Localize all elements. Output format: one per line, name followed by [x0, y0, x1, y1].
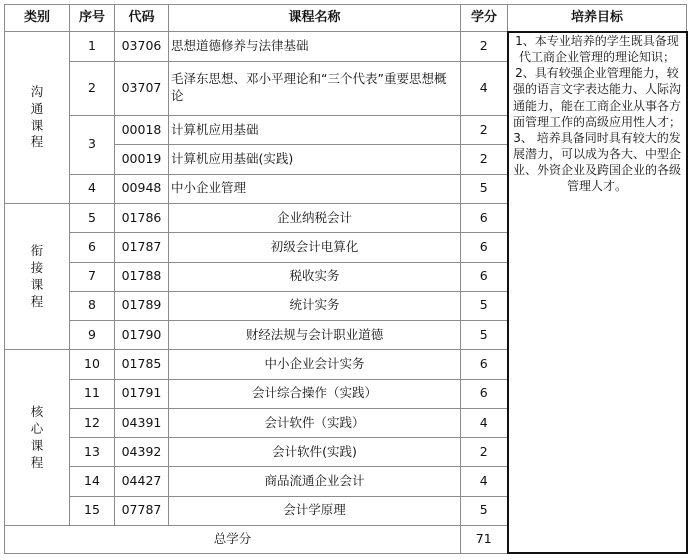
row-credits: 6	[461, 203, 508, 232]
row-credits: 2	[461, 116, 508, 145]
row-code: 01790	[115, 321, 169, 350]
row-credits: 6	[461, 350, 508, 379]
row-code: 03706	[115, 32, 169, 61]
table-row	[5, 32, 687, 61]
row-index: 14	[70, 467, 115, 496]
row-course-name: 计算机应用基础	[169, 116, 461, 145]
row-course-name: 财经法规与会计职业道德	[169, 321, 461, 350]
row-credits: 4	[461, 408, 508, 437]
row-course-name: 统计实务	[169, 291, 461, 320]
row-index: 3	[70, 116, 115, 175]
row-credits: 5	[461, 291, 508, 320]
row-course-name: 中小企业会计实务	[169, 350, 461, 379]
row-index: 11	[70, 379, 115, 408]
row-course-name: 税收实务	[169, 262, 461, 291]
row-credits: 5	[461, 321, 508, 350]
row-code: 07787	[115, 496, 169, 525]
row-code: 04391	[115, 408, 169, 437]
category-bridging: 衔 接 课 程	[5, 203, 70, 349]
row-code: 04392	[115, 438, 169, 467]
category-communication: 沟 通 课 程	[5, 32, 70, 204]
row-course-name: 初级会计电算化	[169, 233, 461, 262]
row-index: 1	[70, 32, 115, 61]
curriculum-table	[4, 4, 688, 554]
row-index: 13	[70, 438, 115, 467]
row-course-name: 会计综合操作（实践）	[169, 379, 461, 408]
row-credits: 5	[461, 174, 508, 203]
row-code: 00018	[115, 116, 169, 145]
row-index: 4	[70, 174, 115, 203]
row-course-name: 计算机应用基础(实践)	[169, 145, 461, 174]
goal-item-3: 3、 培养具备同时具有较大的发展潜力，可以成为各大、中型企业、外资企业及跨国企业的各级管理人才。	[512, 130, 681, 194]
row-course-name: 会计软件（实践）	[169, 408, 461, 437]
row-code: 01791	[115, 379, 169, 408]
row-credits: 6	[461, 262, 508, 291]
row-course-name: 商品流通企业会计	[169, 467, 461, 496]
row-credits: 5	[461, 496, 508, 525]
header-code: 代码	[115, 5, 169, 32]
header-row	[5, 5, 687, 32]
row-index: 12	[70, 408, 115, 437]
row-course-name: 会计软件(实践)	[169, 438, 461, 467]
goal-item-1: 1、本专业培养的学生既具备现代工商企业管理的理论知识；	[515, 33, 679, 64]
header-index: 序号	[70, 5, 115, 32]
row-course-name: 中小企业管理	[169, 174, 461, 203]
row-code: 03707	[115, 61, 169, 116]
row-credits: 6	[461, 233, 508, 262]
goal-item-2: 2、具有较强企业管理能力，较强的语言文字表达能力、人际沟通能力，能在工商企业从事各方面管理工作的高级应用性人才；	[512, 66, 681, 129]
category-core: 核 心 课 程	[5, 350, 70, 526]
row-code: 01785	[115, 350, 169, 379]
header-credits: 学分	[461, 5, 508, 32]
row-index: 5	[70, 203, 115, 232]
row-index: 15	[70, 496, 115, 525]
row-index: 10	[70, 350, 115, 379]
total-label: 总学分	[5, 526, 461, 553]
header-category: 类别	[5, 5, 70, 32]
row-code: 01786	[115, 203, 169, 232]
row-code: 01789	[115, 291, 169, 320]
training-goal-cell	[508, 32, 687, 553]
row-index: 8	[70, 291, 115, 320]
header-goal: 培养目标	[508, 5, 687, 32]
row-code: 01788	[115, 262, 169, 291]
row-course-name: 会计学原理	[169, 496, 461, 525]
row-credits: 6	[461, 379, 508, 408]
row-course-name: 思想道德修养与法律基础	[169, 32, 461, 61]
row-credits: 4	[461, 467, 508, 496]
row-code: 00948	[115, 174, 169, 203]
row-code: 04427	[115, 467, 169, 496]
row-code: 01787	[115, 233, 169, 262]
row-credits: 2	[461, 438, 508, 467]
row-index: 9	[70, 321, 115, 350]
row-index: 6	[70, 233, 115, 262]
header-course: 课程名称	[169, 5, 461, 32]
row-course-name: 企业纳税会计	[169, 203, 461, 232]
row-credits: 2	[461, 145, 508, 174]
row-index: 7	[70, 262, 115, 291]
row-credits: 2	[461, 32, 508, 61]
total-credits: 71	[461, 526, 508, 553]
row-course-name: 毛泽东思想、邓小平理论和“三个代表”重要思想概论	[169, 61, 461, 116]
row-index: 2	[70, 61, 115, 116]
row-code: 00019	[115, 145, 169, 174]
row-credits: 4	[461, 61, 508, 116]
